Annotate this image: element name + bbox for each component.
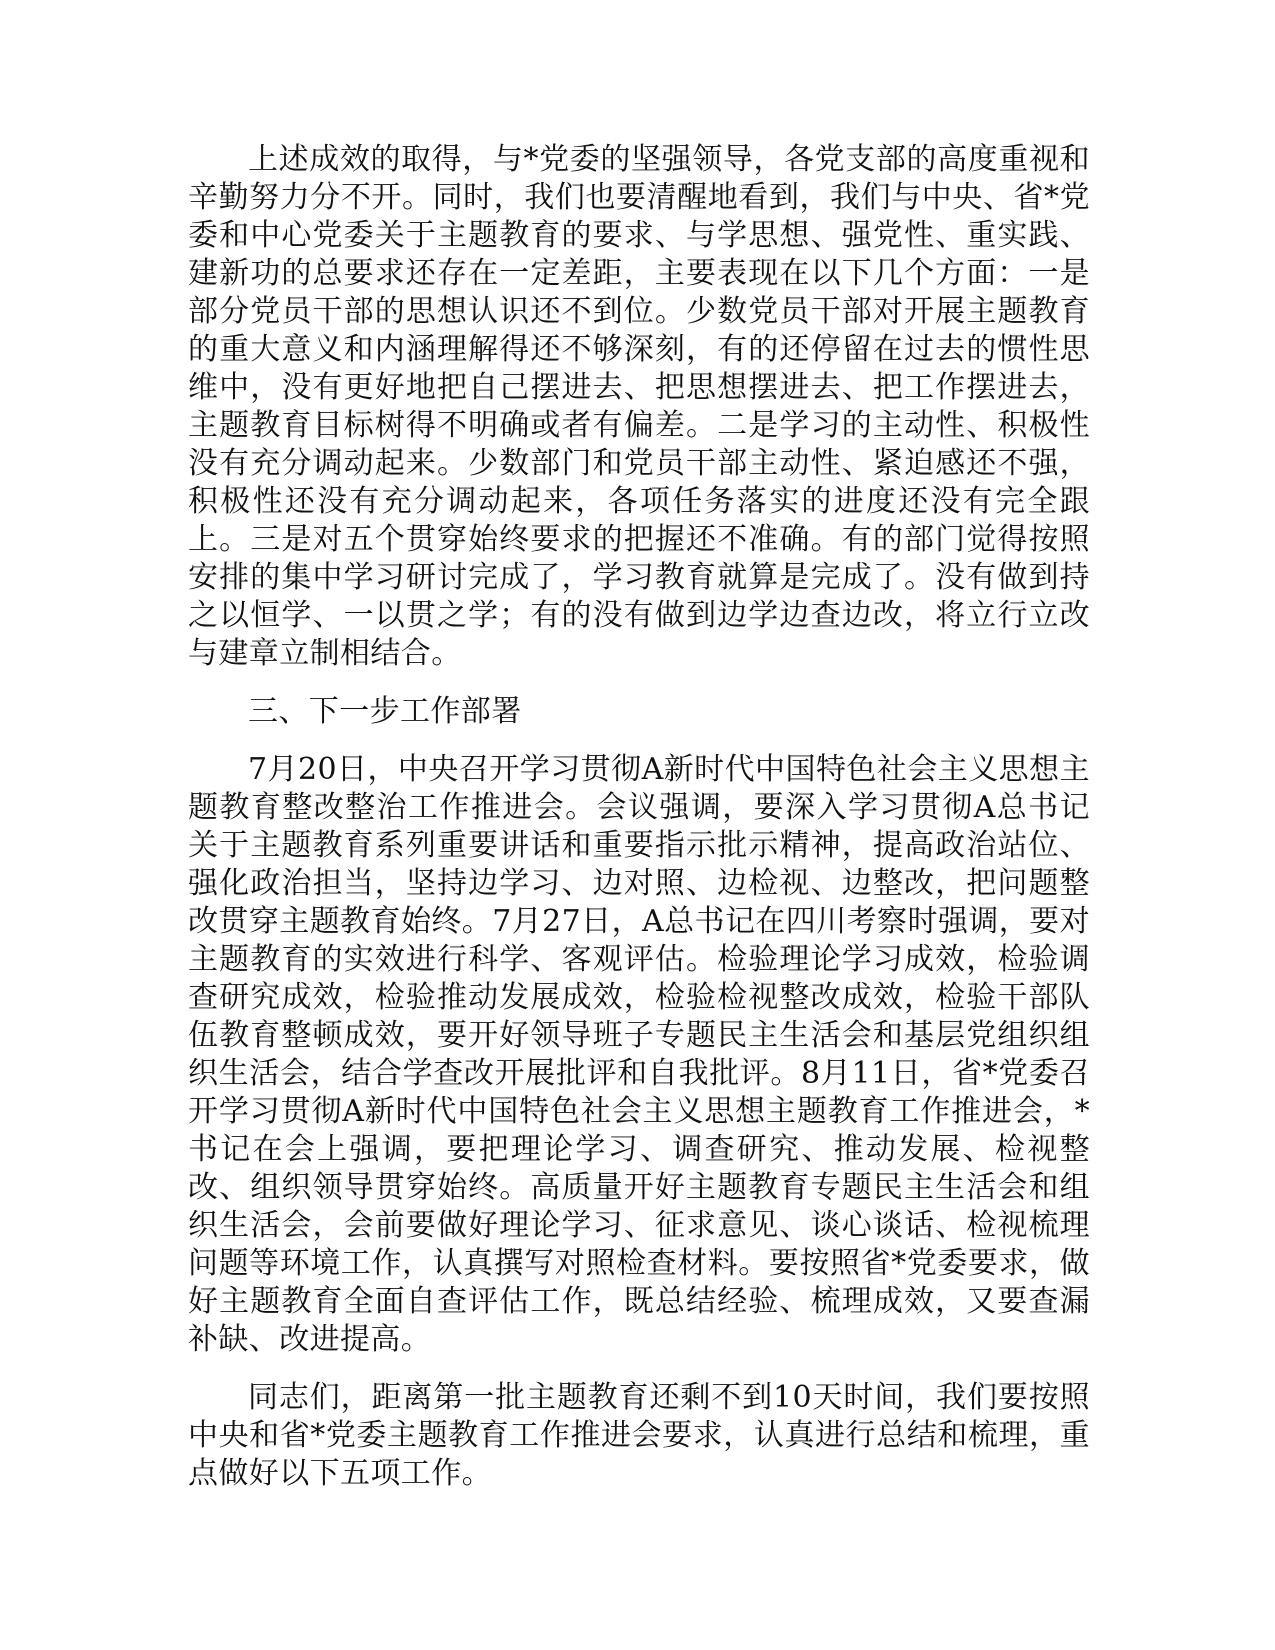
paragraph-closing: 同志们，距离第一批主题教育还剩不到10天时间，我们要按照中央和省*党委主题教育工作推进会要求，认真进行总结和梳理，重点做好以下五项工作。 bbox=[188, 1380, 1090, 1491]
paragraph-shortcomings: 上述成效的取得，与*党委的坚强领导，各党支部的高度重视和辛勤努力分不开。同时，我们也要清醒地看到，我们与中央、省*党委和中心党委关于主题教育的要求、与学思想、强党性、重实践、建新功的总要求还存在一定差距，主要表现在以下几个方面：一是部分党员干部的思想认识还不到位。少数党员干部对开展主题教育的重大意义和内涵理解得还不够深刻，有的还停留在过去的惯性思维中，没有更好地把自己摆进去、把思想摆进去、把工作摆进去，主题教育目标树得不明确或者有偏差。二是学习的主动性、积极性没有充分调动起来。少数部门和党员干部主动性、紧迫感还不强，积极性还没有充分调动起来，各项任务落实的进度还没有完全跟上。三是对五个贯穿始终要求的把握还不准确。有的部门觉得按照安排的集中学习研讨完成了，学习教育就算是完成了。没有做到持之以恒学、一以贯之学；有的没有做到边学边查边改，将立行立改与建章立制相结合。 bbox=[188, 142, 1090, 671]
paragraph-deployment: 7月20日，中央召开学习贯彻A新时代中国特色社会主义思想主题教育整改整治工作推进会。会议强调，要深入学习贯彻A总书记关于主题教育系列重要讲话和重要指示批示精神，提高政治站位、强化政治担当，坚持边学习、边对照、边检视、边整改，把问题整改贯穿主题教育始终。7月27日，A总书记在四川考察时强调，要对主题教育的实效进行科学、客观评估。检验理论学习成效，检验调查研究成效，检验推动发展成效，检验检视整改成效，检验干部队伍教育整顿成效，要开好领导班子专题民主生活会和基层党组织组织生活会，结合学查改开展批评和自我批评。8月11日，省*党委召开学习贯彻A新时代中国特色社会主义思想主题教育工作推进会，*书记在会上强调，要把理论学习、调查研究、推动发展、检视整改、组织领导贯穿始终。高质量开好主题教育专题民主生活会和组织生活会，会前要做好理论学习、征求意见、谈心谈话、检视梳理问题等环境工作，认真撰写对照检查材料。要按照省*党委要求，做好主题教育全面自查评估工作，既总结经验、梳理成效，又要查漏补缺、改进提高。 bbox=[188, 752, 1090, 1357]
section-heading: 三、下一步工作部署 bbox=[248, 694, 522, 729]
document-body bbox=[188, 141, 1090, 1493]
